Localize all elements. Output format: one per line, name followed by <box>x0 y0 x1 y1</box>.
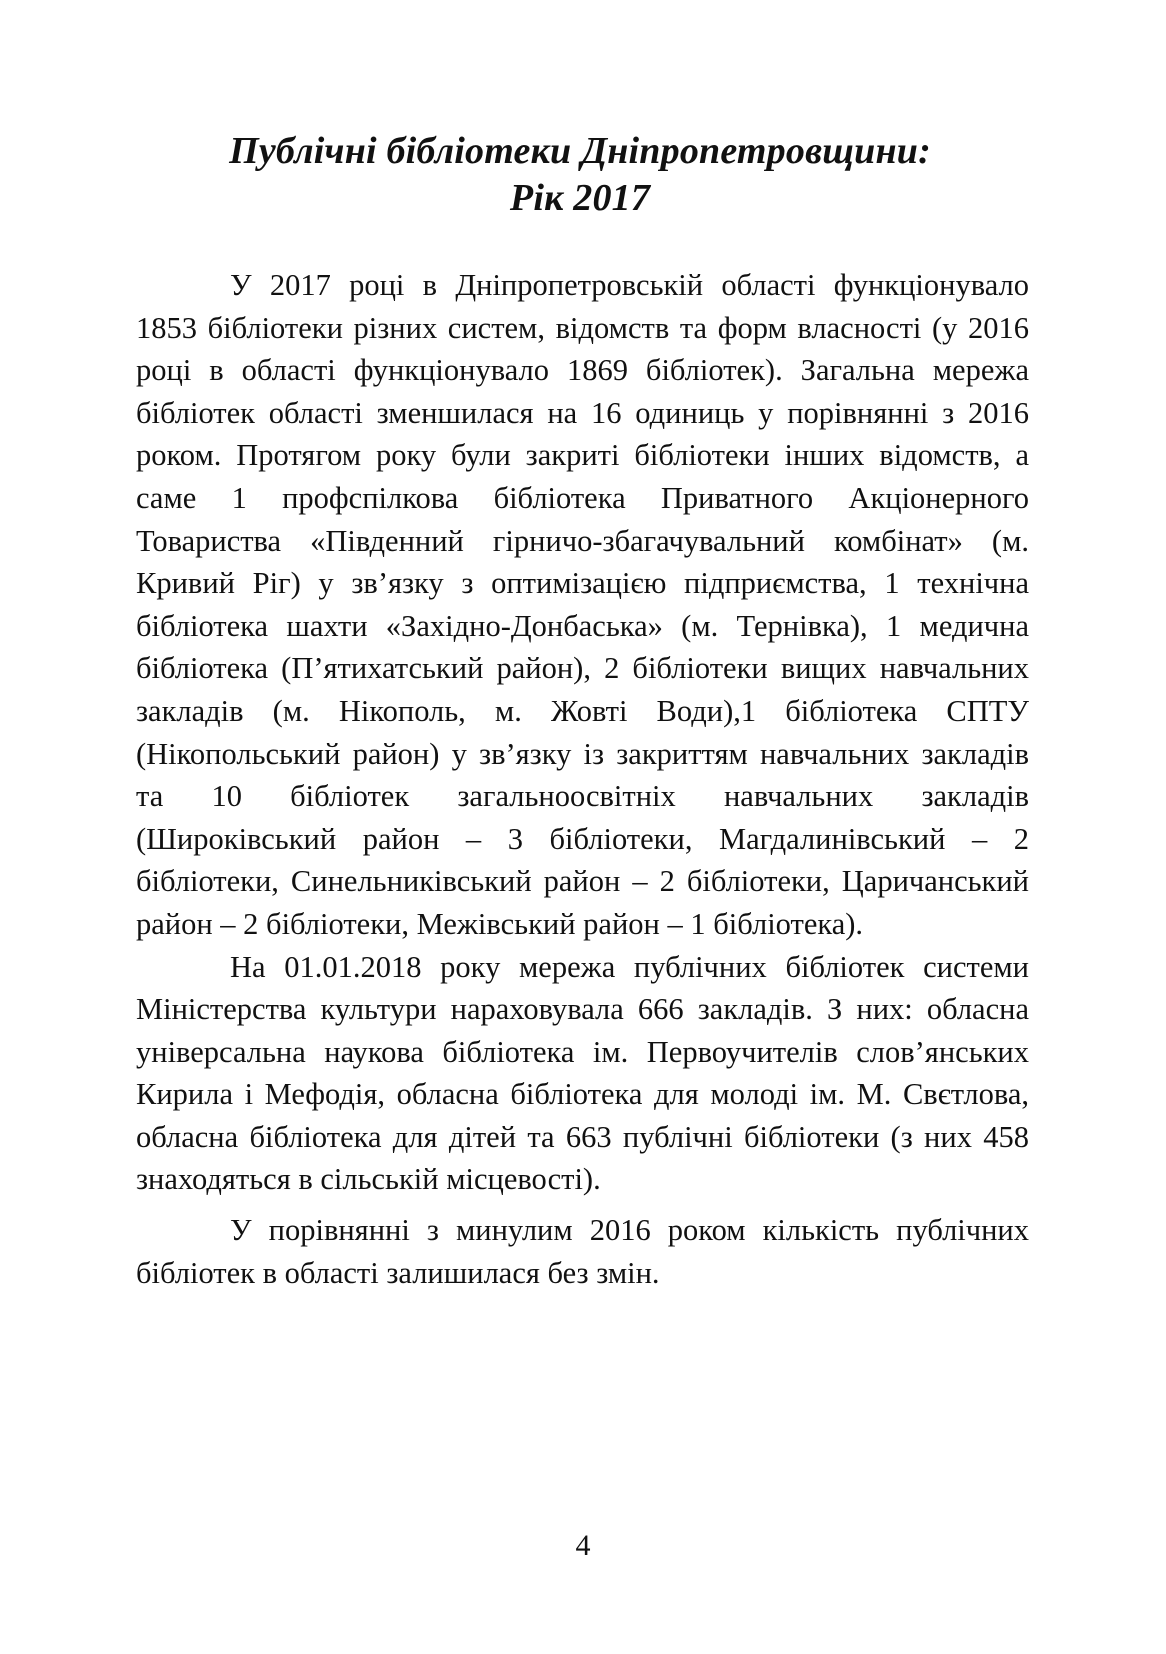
body-text <box>136 264 1029 1294</box>
paragraph-1: У 2017 році в Дніпропетровській області функціонувало 1853 бібліотеки різних систем, відомств та форм власності (у 2016 році в області функціонувало 1869 бібліотек). Загальна мережа бібліотек області зменшилася на 16 одиниць у порівнянні з 2016 роком. Протягом року були закриті бібліотеки інших відомств, а саме 1 профспілкова бібліотека Приватного Акціонерного Товариства «Південний гірничо-збагачувальний комбінат» (м. Кривий Ріг) у зв’язку з оптимізацією підприємства, 1 технічна бібліотека шахти «Західно-Донбаська» (м. Тернівка), 1 медична бібліотека (П’ятихатський район), 2 бібліотеки вищих навчальних закладів (м. Нікополь, м. Жовті Води),1 бібліотека СПТУ (Нікопольський район) у зв’язку із закриттям навчальних закладів та 10 бібліотек загальноосвітніх навчальних закладів (Широківський район – 3 бібліотеки, Магдалинівський – 2 бібліотеки, Синельниківський район – 2 бібліотеки, Царичанський район – 2 бібліотеки, Межівський район – 1 бібліотека). <box>136 268 1029 941</box>
title-line-2: Рік 2017 <box>509 177 651 219</box>
page-title <box>130 128 1030 222</box>
paragraph-2: На 01.01.2018 року мережа публічних бібліотек системи Міністерства культури нараховувала 666 закладів. З них: обласна універсальна наукова бібліотека ім. Первоучителів слов’янських Кирила і Мефодія, обласна бібліотека для молоді ім. М. Свєтлова, обласна бібліотека для дітей та 663 публічні бібліотеки (з них 458 знаходяться в сільській місцевості). <box>136 949 1029 1197</box>
page-number: 4 <box>575 1529 591 1562</box>
title-line-1: Публічні бібліотеки Дніпропетровщини: <box>229 130 931 172</box>
paragraph-3: У порівнянні з минулим 2016 роком кількість публічних бібліотек в області залишилася без змін. <box>136 1213 1029 1290</box>
